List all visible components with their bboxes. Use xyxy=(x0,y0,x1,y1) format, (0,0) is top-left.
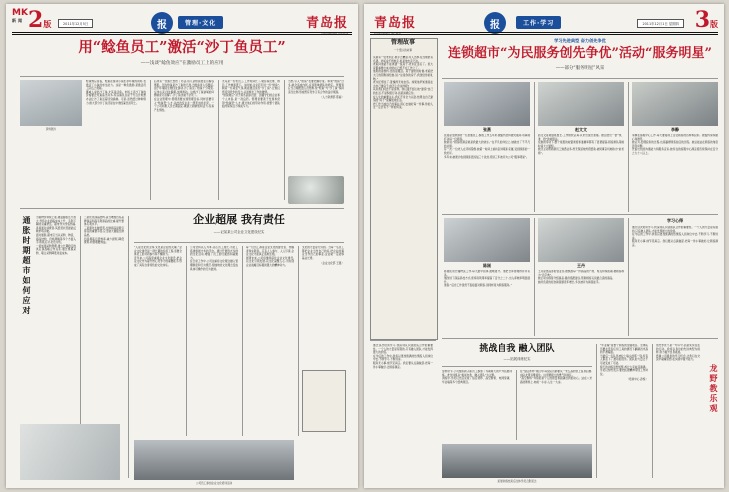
left-byline: （人力资源部 陈丽） xyxy=(319,96,344,100)
left-culture-p4: 在日常工作中,公司注重将文化理念融入管理制度和行为规范,使抽象的文化理念变成具体可操作的行为准则。 xyxy=(190,260,238,271)
left-culture-p3: 公司坚持以人为本,关心员工成长,为员工搭建施展才华的平台。通过开展形式多样的文化活动,增强了员工的归属感和凝聚力。 xyxy=(190,246,238,260)
paper-name-text-right: 青岛报 xyxy=(374,16,417,31)
left-vertical-p2: 面对通胀,超市应当从采购、物流、商品结构、价格策略等多个方面入手,积极应对,化危为机。 xyxy=(36,233,76,245)
star-name-2: 李静 xyxy=(671,127,679,132)
management-story-p3: 他用的是软料,出的是粗活。房子建好的时候,老板把大门的钥匙递给他,说:“这是你的房子,我送给你的礼物。” xyxy=(373,70,433,81)
left-culture-p7: 文化的力量是无穷的。当每一名员工都把企业当作自己的家,把企业的事业当作自己的事业,企业就一定能够基业长青。 xyxy=(302,246,344,260)
star-3-p2: 他改进了商品码放方式,使库房利用率提高了百分之二十,出入库效率明显提升。 xyxy=(444,277,530,284)
star-photo-0 xyxy=(444,82,530,126)
star-0-p1: 张燕是生鲜部的一名普通员工,参加工作五年来,她始终坚持微笑服务,用真诚打动每一位顾客。 xyxy=(444,134,530,141)
notes-title: 学习心得 xyxy=(667,218,683,223)
team-photo xyxy=(442,444,592,478)
star-name-1: 赵文文 xyxy=(575,127,587,132)
right-subheadline: ——部分“服务明星”风采 xyxy=(555,65,605,71)
right-headline-block xyxy=(442,38,718,71)
left-page-number-value: 2 xyxy=(28,7,44,33)
team-headline-block xyxy=(442,344,592,361)
management-story-title xyxy=(372,40,434,52)
left-culture-p5: 每一位员工都是企业文化的建设者、传播者和实践者。只有人人参与、人人尽责,企业文化才能真正落地生根。 xyxy=(246,246,294,257)
left-vertical-p3: 一是加强采购管理,建立长期稳定的供应商战略合作关系,通过规模采购、联合采购降低进货成本。 xyxy=(36,244,76,255)
management-story-p1: 从前有一位老木匠,他手艺精湛,为人忠厚,在当地很有名望。老板舍不得他走,但是他去意已决。 xyxy=(373,56,433,63)
star-2-p2: 她认为,处理投诉的过程,也是赢得顾客信任的过程。她总能站在顾客的角度思考问题。 xyxy=(632,141,718,148)
brand-mark-text: MK xyxy=(12,8,28,18)
star-name-0: 张燕 xyxy=(483,127,491,132)
left-culture-headline-block xyxy=(134,214,344,234)
left-subheadline: ——浅谈“鲶鱼效应”在激励员工上的应用 xyxy=(140,60,224,66)
left-vertical-headline: 通胀时期超市如何应对 xyxy=(22,216,32,316)
left-culture-headline: 企业超展 我有责任 xyxy=(193,213,285,226)
left-bottom-photo-caption: 公司员工参加企业文化培训活动 xyxy=(195,482,233,485)
left-sidebar-box xyxy=(302,370,346,432)
star-2-p1: 李静在客服中心工作,每天要接待上百位顾客的咨询和投诉。她始终保持耐心和微笑。 xyxy=(632,134,718,141)
paper-name-sub-right: QINGDAO NEWS xyxy=(374,31,401,35)
left-vertical-p4: 二是优化商品结构,适当增加自有品牌商品和高毛利商品的比重,提升整体毛利水平。 xyxy=(84,216,124,227)
right-sidebar-note-1: 在今后的工作中,我将以更加饱满的热情投入到岗位中去,不断学习,不断进步。 xyxy=(373,354,433,362)
left-decorative-graphic xyxy=(20,424,120,480)
management-story-p4: 老木匠愣住了,羞愧得无地自容。如果他早知道是在为自己建房子,他怎么会这样呢? xyxy=(373,81,433,88)
star-2-p3: 凭借出色的沟通能力和服务意识,她所在的客服中心满意度连续保持在百分之九十八以上。 xyxy=(632,148,718,155)
team-byline: （培训中心 孙悦） xyxy=(626,378,648,382)
left-body-p2: 挪威人爱吃沙丁鱼,尤其是活鱼。市场上活沙丁鱼的价格要比死鱼高出许多,所以渔民总是千方百计地想办法让沙丁鱼活着回到渔港。可是,虽然经过种种努力,绝大部分沙丁鱼还是在中途因窒息而死亡。 xyxy=(86,90,146,105)
team-headline: 挑战自我 融入团队 xyxy=(479,344,555,354)
right-kicker: 学习先进典型 奋力创先争优 xyxy=(554,38,606,43)
management-story-subheading: 一个馒头的故事 xyxy=(393,48,413,52)
note-4: 感谢公司提供的学习机会,让我们在交流中碰撞思想,在实践中提升能力。 xyxy=(656,354,700,362)
right-page-number-value: 3 xyxy=(694,7,710,33)
left-page-sheet xyxy=(6,4,358,488)
star-1-p3: 她还主动帮助新员工熟悉业务,毫无保留地传授经验,被同事亲切地称为“赵老师”。 xyxy=(538,148,624,155)
team-p7: 两天的训练虽然短暂,却让大家收获满满。学员们纷纷表示,要把拓展精神带回工作岗位。 xyxy=(600,365,648,376)
left-body-p3: 后来有一位船长想出了办法,将几条鲶鱼放在运输容器里。因为鲶鱼是沙丁鱼的天敌,当鲶鱼进入容器后,由于环境陌生便四处游动,沙丁鱼见了鲶鱼十分紧张,左冲右突,四处躲避,加速游动。这样沙丁鱼缺氧的问题就迎刃而解了,沙丁鱼也就不会死了。 xyxy=(154,80,214,98)
team-p3: 在“信任背摔”项目中,每位队员都要从一米五高的台上直身后倒,由队友用双臂接住。这需要极大的勇气和信任。 xyxy=(520,370,592,377)
left-inset-photo xyxy=(288,176,344,204)
team-p5: “毕业墙”是整个训练的压轴项目。全体队员要在没有任何工具的情况下翻越四米高的平滑墙面。 xyxy=(600,344,648,355)
left-culture-p1: “人是文化的主体,文化是企业的灵魂。”企业文化建设是一项长期的系统工程,需要全体员工的共同参与和不懈努力。 xyxy=(134,246,182,257)
star-0-p4: 多年来,她累计收到顾客表扬信三十余封,连续三年被评为公司“服务明星”。 xyxy=(444,155,529,159)
note-0: 通过这次培训学习,我深刻认识到团队合作的重要性。一个人的力量是有限的,只有融入团队,才能发挥最大的价值。 xyxy=(632,226,718,233)
right-section-badge: 工作·学习 xyxy=(516,16,561,29)
right-side-vertical-headline: 龙野教乐观 xyxy=(709,364,719,414)
star-3-p1: 陈刚负责仓储物流工作,每天最早到岗,最晚离开。他把仓库管理得井井有条。 xyxy=(444,270,530,277)
star-1-p1: 赵文文是收银班组长,工作细致认真,从未出现过差错。她总结出一套“快、准、稳”的收银法。 xyxy=(538,134,624,141)
team-photo-caption: 拓展训练结束后全体学员合影留念 xyxy=(497,480,537,483)
star-name-4: 王丹 xyxy=(577,263,585,268)
management-story-p2: 老板问他能不能再建一座房子,老木匠答应了。但大家都看得出来,他的心已经不在工作上了。 xyxy=(373,63,433,70)
paper-name-sub: QINGDAO NEWS xyxy=(321,31,348,35)
left-culture-p6: 展望未来,公司将继续深化企业文化建设,以文化引领发展,以文化凝聚人心,为实现企业战略目标提供强大的精神动力。 xyxy=(246,256,294,267)
left-body-p5: 尤其是一些老员工,工作时间长了,就容易厌倦、倦怠,工作效率低下。这时候,企业若引进一些“鲶鱼”,制造一些紧张气氛,就能激活这些“沙丁鱼”,让他们感受到竞争的压力,从而焕发工作的激情。 xyxy=(222,80,280,94)
right-page-number-cn: 版 xyxy=(710,19,718,29)
star-photo-4 xyxy=(538,218,624,262)
left-culture-subhead: ——记某某公司企业文化建设纪实 xyxy=(213,229,265,234)
left-culture-p2: 近年来,公司高度重视企业文化建设,把企业文化作为提升核心竞争力的重要抓手,形成了具有自身特色的文化体系。 xyxy=(134,256,182,267)
left-body-p1: 鲶鱼效应是指，鲶鱼在搅动小鱼生存环境的同时,也激活了小鱼的求生能力。这是一种负激励,是激活员工队伍之奥秘。 xyxy=(86,80,146,91)
right-sidebar-note-0: 通过这次培训学习,我深刻认识到团队合作的重要性。一个人的力量是有限的,只有融入团队,才能发挥最大的价值。 xyxy=(373,344,433,355)
star-photo-1 xyxy=(538,82,624,126)
left-article-photo xyxy=(20,80,82,126)
left-headline-block xyxy=(20,40,344,66)
team-subheadline: ——拓展训练纪实 xyxy=(503,357,531,362)
right-page-sheet xyxy=(364,4,724,488)
team-p6: 当最后一名队员被拉上墙头的那一刻,所有人都流下了激动的泪水。团队的力量让不可能变成了可能。 xyxy=(600,354,648,365)
left-body-p4: 在企业管理中,管理者要实现管理目标,同样需要引入“鲶鱼型”人才,以此改变企业一潭死水的状况。一个公司如果人员长期固定,就缺乏新鲜感和活力,容易产生惰性。 xyxy=(154,97,214,112)
management-story-p6: 在人生的重要关头,我们不肯全力以赴,结果在自己建造的“房子”里尴尬地生活。 xyxy=(373,95,433,103)
left-page-number xyxy=(28,7,52,33)
right-date: 2011年12月1日 星期四 xyxy=(637,19,684,28)
star-4-p3: 她所负责的柜台销售额连年增长,多次被评为销售能手。 xyxy=(538,280,602,284)
star-photo-3 xyxy=(444,218,530,262)
left-date: 2011年12月5日 xyxy=(58,19,93,28)
star-4-p2: 她主动为顾客介绍商品,提供搭配建议,帮助顾客买到最合适的商品。 xyxy=(538,277,615,281)
star-4-p1: 王丹是食品部的营业员,她熟悉每一件商品的产地、特点和保质期,被顾客称为“活字典”。 xyxy=(538,270,624,277)
note-1: 在今后的工作中,我将以更加饱满的热情投入到岗位中去,不断学习,不断进步。 xyxy=(632,233,718,240)
left-bottom-photo xyxy=(134,440,294,480)
right-sidebar-note-2: 服务无小事,细节见真章。我们要从点滴做起,把每一件小事做好,让顾客满意。 xyxy=(373,361,433,369)
team-p2: 训练中,学员们先后完成了信任背摔、高空断桥、电网穿越、毕业墙等多个经典项目。 xyxy=(442,377,512,384)
newspaper-logo-icon-right: 报 xyxy=(484,12,506,34)
star-3-p3: 他说:“后台工作虽然不直接面对顾客,但同样是为顾客服务。” xyxy=(444,284,512,288)
star-name-3: 陈刚 xyxy=(483,263,491,268)
left-vertical-p6: 四是提高运营效率,减少损耗,降低费用,向管理要效益。 xyxy=(84,237,124,245)
team-p4: “高空断桥”考验的是个人的胆量和超越自我的决心。站在八米高的断桥上,向前一小步,人生一大步。 xyxy=(520,377,592,384)
left-body-p7: 当然,引入“鲶鱼”也要把握好度。如果“鲶鱼”过多,就会造成内耗,反而影响团队的稳定。管理者应当合理配置人员结构,使“鲶鱼”与“沙丁鱼”保持适当比例,形成既有竞争又有合作的良好氛围。 xyxy=(288,80,344,94)
star-1-p2: 在她的带动下,整个班组的收银速度和准确率都有了显著提高,顾客排队等候时间大大缩短。 xyxy=(538,141,624,148)
paper-name-text: 青岛报 xyxy=(305,16,348,31)
newspaper-logo-icon: 报 xyxy=(151,12,173,34)
management-story-p5: 其实我们何尝不是这样。我们漫不经心地“建造”自己的生活,不是积极行动,而是消极应付。 xyxy=(373,88,433,95)
star-photo-2 xyxy=(632,82,718,126)
brand-mark xyxy=(12,8,28,24)
star-0-p2: 她常说:“顾客的满意就是我最大的快乐。”在平凡的岗位上,她做出了不平凡的业绩。 xyxy=(444,141,530,148)
star-0-p3: 有一次,一位老人在卖场晕倒,她第一时间上前扶起并联系家属,受到顾客的一致好评。 xyxy=(444,148,530,155)
left-vertical-p5: 三是强化生鲜经营,生鲜商品是吸引客流的重要手段,应当做大做强生鲜品类。 xyxy=(84,226,124,237)
right-headline: 连锁超市“为民服务创先争优”活动“服务明星” xyxy=(448,46,712,61)
left-section-badge: 管理·文化 xyxy=(178,16,223,29)
left-article-photo-caption: 资料图片 xyxy=(45,128,57,131)
left-vertical-p1: 当前物价持续上涨,通货膨胀压力加大,零售企业面临成本上升、毛利下降的双重挤压。超市作为零售终端,直接面对消费者,其经营状况最能反映市场冷暖。 xyxy=(36,216,76,234)
left-page-number-cn: 版 xyxy=(43,19,52,29)
left-body-p6: “鲶鱼效应”对于那些固步自封、因循守旧的企业和个人来说,是一剂良药。管理者要善于发现和使用“鲶鱼型”人才,通过他们的带动作用,使整个团队始终保持活力和战斗力。 xyxy=(222,94,280,109)
left-culture-byline: （企业文化部 王强） xyxy=(319,262,344,266)
note-2: 服务无小事,细节见真章。我们要从点滴做起,把每一件小事做好,让顾客满意。 xyxy=(632,240,718,247)
left-headline: 用“鲶鱼员工”激活“沙丁鱼员工” xyxy=(78,39,286,56)
note-3: 创先争优不是一句口号,而是实实在在的行动。我将以身边的先进典型为榜样,努力提升自身素质。 xyxy=(656,344,700,355)
management-story-p7: 把工作当成自己的事业,用心去做好每一件事,你的人生一定会有不一样的风景。 xyxy=(373,102,433,110)
management-story-heading: 管理故事 xyxy=(390,39,415,46)
right-page-number xyxy=(694,7,718,33)
brand-mark-sub: 新闻 xyxy=(12,18,24,23)
team-p1: 金秋时节,公司组织新入职员工参加了为期两天的户外拓展训练。此次训练以“挑战自我、融入团队”为主题。 xyxy=(442,370,512,377)
